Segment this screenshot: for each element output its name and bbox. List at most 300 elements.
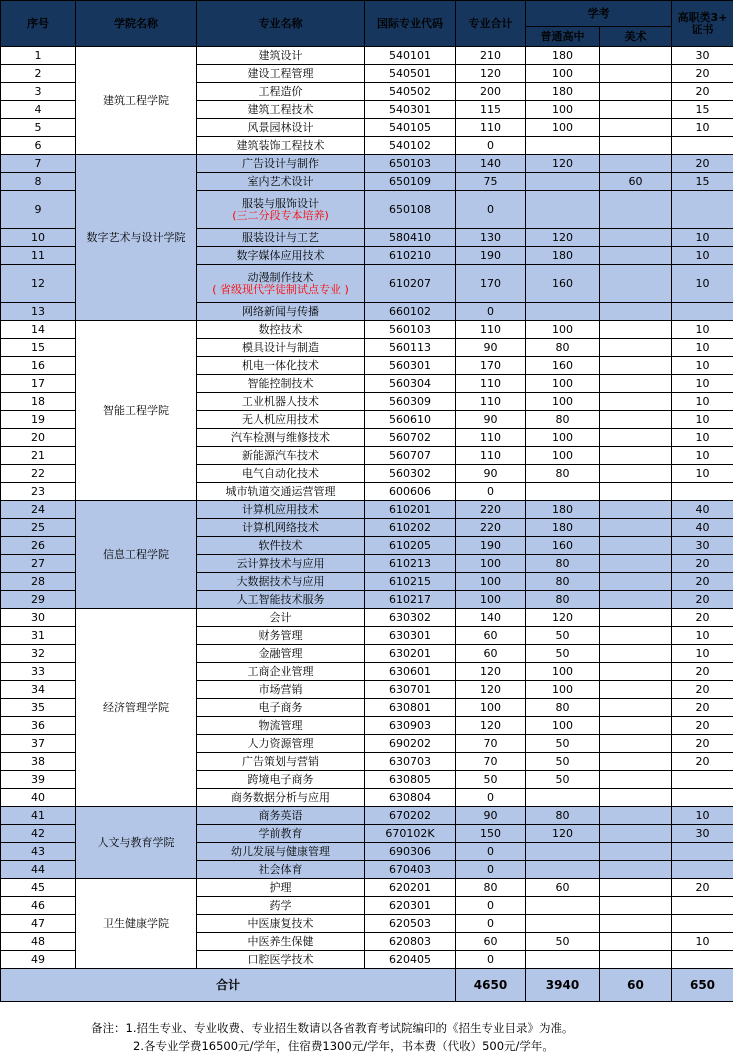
major-name: 数控技术 [258,322,303,336]
cell-general: 80 [526,573,600,591]
cell-code: 540301 [365,101,456,119]
cell-seq: 4 [1,101,76,119]
table-row [1,321,733,339]
cell-code: 610201 [365,501,456,519]
cell-major [197,933,365,951]
cell-art [600,65,672,83]
cell-general: 100 [526,429,600,447]
cell-general: 100 [526,65,600,83]
cell-seq: 43 [1,843,76,861]
cell-general: 80 [526,339,600,357]
cell-code: 540101 [365,47,456,65]
cell-seq: 5 [1,119,76,137]
cell-major [197,65,365,83]
cell-total: 0 [456,861,526,879]
cell-general: 100 [526,717,600,735]
cell-vocational [672,843,733,861]
cell-art [600,321,672,339]
major-name: 建设工程管理 [247,66,314,80]
cell-general [526,789,600,807]
major-name: 幼儿发展与健康管理 [231,844,330,858]
cell-total: 110 [456,447,526,465]
cell-vocational: 10 [672,465,733,483]
cell-major [197,265,365,303]
cell-total: 80 [456,879,526,897]
cell-code: 630201 [365,645,456,663]
major-name: 药学 [269,898,292,912]
cell-code: 610205 [365,537,456,555]
cell-major [197,951,365,969]
cell-major [197,321,365,339]
cell-major [197,789,365,807]
cell-major [197,303,365,321]
cell-art [600,717,672,735]
cell-general: 180 [526,519,600,537]
cell-total: 60 [456,933,526,951]
cell-general: 180 [526,501,600,519]
cell-code: 630302 [365,609,456,627]
major-name: 建筑工程技术 [247,102,314,116]
cell-seq: 12 [1,265,76,303]
cell-seq: 10 [1,229,76,247]
cell-code: 540502 [365,83,456,101]
cell-general: 50 [526,645,600,663]
cell-art [600,155,672,173]
major-name: 服装与服饰设计 [242,196,319,210]
major-name: 财务管理 [258,628,303,642]
cell-vocational: 10 [672,229,733,247]
cell-art [600,83,672,101]
cell-code: 610215 [365,573,456,591]
major-name: 云计算技术与应用 [236,556,325,570]
cell-major [197,229,365,247]
cell-code: 630701 [365,681,456,699]
cell-major [197,843,365,861]
cell-total: 110 [456,393,526,411]
cell-art [600,609,672,627]
cell-art [600,375,672,393]
cell-general: 120 [526,609,600,627]
cell-major [197,771,365,789]
major-name: 社会体育 [258,862,303,876]
cell-total: 190 [456,247,526,265]
cell-total: 190 [456,537,526,555]
cell-general: 180 [526,47,600,65]
cell-general [526,843,600,861]
cell-major [197,573,365,591]
major-name: 中医养生保健 [247,934,314,948]
major-name: 护理 [269,880,292,894]
cell-vocational: 10 [672,429,733,447]
cell-general: 50 [526,735,600,753]
cell-code: 650109 [365,173,456,191]
major-name: 中医康复技术 [247,916,314,930]
cell-code: 560707 [365,447,456,465]
major-name: 市场营销 [258,682,303,696]
cell-total: 0 [456,789,526,807]
cell-total: 120 [456,717,526,735]
cell-major [197,519,365,537]
cell-college: 数字艺术与设计学院 [76,155,197,321]
cell-art [600,951,672,969]
summary-art: 60 [600,969,672,1002]
cell-seq: 13 [1,303,76,321]
cell-art [600,681,672,699]
major-name: 工商企业管理 [247,664,314,678]
cell-art [600,447,672,465]
cell-code: 610217 [365,591,456,609]
cell-total: 110 [456,429,526,447]
table-row [1,609,733,627]
cell-art [600,573,672,591]
cell-vocational [672,191,733,229]
cell-code: 670403 [365,861,456,879]
major-name: 商务英语 [258,808,303,822]
cell-general: 160 [526,357,600,375]
cell-general [526,303,600,321]
cell-vocational: 10 [672,339,733,357]
major-name: 城市轨道交通运营管理 [225,484,336,498]
summary-vocational: 650 [672,969,733,1002]
summary-row [1,969,733,1002]
cell-vocational: 30 [672,47,733,65]
cell-general: 100 [526,447,600,465]
cell-code: 560113 [365,339,456,357]
cell-vocational: 10 [672,645,733,663]
cell-vocational: 10 [672,247,733,265]
cell-total: 0 [456,483,526,501]
cell-vocational: 30 [672,825,733,843]
cell-total: 120 [456,65,526,83]
cell-college: 人文与教育学院 [76,807,197,879]
cell-total: 0 [456,915,526,933]
cell-general: 100 [526,321,600,339]
cell-code: 560103 [365,321,456,339]
cell-art [600,393,672,411]
cell-general [526,137,600,155]
cell-general: 80 [526,411,600,429]
cell-code: 630601 [365,663,456,681]
cell-code: 560702 [365,429,456,447]
major-name: 学前教育 [258,826,303,840]
cell-total: 100 [456,591,526,609]
cell-vocational: 20 [672,663,733,681]
summary-total: 4650 [456,969,526,1002]
cell-vocational: 10 [672,447,733,465]
cell-vocational [672,771,733,789]
cell-art [600,915,672,933]
cell-vocational: 15 [672,173,733,191]
cell-total: 170 [456,265,526,303]
cell-art [600,645,672,663]
header-seq: 序号 [1,1,76,47]
cell-art [600,265,672,303]
cell-seq: 35 [1,699,76,717]
remark-line-2: 2.各专业学费16500元/学年，住宿费1300元/学年，书本费（代收）500元/学年。 [133,1039,554,1053]
cell-total: 210 [456,47,526,65]
cell-art [600,429,672,447]
major-name: 人工智能技术服务 [236,592,325,606]
cell-general [526,191,600,229]
cell-general: 100 [526,101,600,119]
cell-total: 220 [456,519,526,537]
cell-major [197,191,365,229]
cell-major [197,137,365,155]
cell-general: 100 [526,393,600,411]
header-vocational-line2: 证书 [691,22,714,36]
cell-major [197,807,365,825]
cell-total: 110 [456,119,526,137]
cell-general: 120 [526,155,600,173]
cell-total: 90 [456,339,526,357]
cell-total: 140 [456,609,526,627]
cell-seq: 19 [1,411,76,429]
cell-vocational: 40 [672,519,733,537]
cell-art [600,663,672,681]
cell-general: 80 [526,699,600,717]
cell-art [600,229,672,247]
cell-seq: 25 [1,519,76,537]
cell-code: 630301 [365,627,456,645]
cell-art [600,47,672,65]
cell-art [600,699,672,717]
header-xuekao: 学考 [526,1,672,27]
cell-total: 150 [456,825,526,843]
cell-major [197,119,365,137]
cell-art [600,501,672,519]
cell-general: 60 [526,879,600,897]
cell-major [197,173,365,191]
cell-total: 0 [456,843,526,861]
cell-code: 620503 [365,915,456,933]
cell-code: 630804 [365,789,456,807]
major-name: 电子商务 [258,700,303,714]
major-name: 金融管理 [258,646,303,660]
cell-seq: 28 [1,573,76,591]
cell-seq: 14 [1,321,76,339]
cell-general [526,861,600,879]
cell-total: 90 [456,807,526,825]
cell-general [526,173,600,191]
cell-art [600,789,672,807]
header-code: 国际专业代码 [365,1,456,47]
cell-vocational: 15 [672,101,733,119]
summary-label: 合计 [1,969,456,1002]
cell-code: 610210 [365,247,456,265]
cell-code: 630703 [365,753,456,771]
cell-general [526,951,600,969]
cell-code: 610213 [365,555,456,573]
cell-art [600,825,672,843]
cell-vocational: 20 [672,699,733,717]
cell-code: 560309 [365,393,456,411]
cell-general [526,483,600,501]
cell-seq: 34 [1,681,76,699]
cell-vocational: 10 [672,393,733,411]
cell-major [197,83,365,101]
cell-seq: 1 [1,47,76,65]
major-name: 室内艺术设计 [247,174,314,188]
cell-art [600,357,672,375]
cell-code: 670202 [365,807,456,825]
header-total: 专业合计 [456,1,526,47]
cell-seq: 18 [1,393,76,411]
cell-art: 60 [600,173,672,191]
major-name: 计算机应用技术 [242,502,319,516]
cell-seq: 21 [1,447,76,465]
cell-college: 智能工程学院 [76,321,197,501]
cell-seq: 32 [1,645,76,663]
cell-total: 140 [456,155,526,173]
cell-major [197,483,365,501]
cell-vocational: 20 [672,879,733,897]
cell-vocational: 10 [672,375,733,393]
cell-seq: 46 [1,897,76,915]
cell-general: 50 [526,933,600,951]
cell-major [197,861,365,879]
major-name: 建筑装饰工程技术 [236,138,325,152]
cell-art [600,137,672,155]
cell-art [600,119,672,137]
cell-seq: 41 [1,807,76,825]
cell-major [197,609,365,627]
major-name: 大数据技术与应用 [236,574,325,588]
major-name: 汽车检测与维修技术 [231,430,330,444]
cell-art [600,519,672,537]
major-name: 智能控制技术 [247,376,314,390]
cell-major [197,375,365,393]
table-body [1,47,733,1002]
cell-total: 60 [456,627,526,645]
table-row [1,501,733,519]
cell-art [600,933,672,951]
cell-art [600,771,672,789]
cell-seq: 26 [1,537,76,555]
major-name: 物流管理 [258,718,303,732]
cell-seq: 24 [1,501,76,519]
cell-major [197,465,365,483]
cell-art [600,843,672,861]
table-row [1,155,733,173]
cell-seq: 17 [1,375,76,393]
cell-major [197,357,365,375]
cell-vocational [672,303,733,321]
cell-vocational: 10 [672,807,733,825]
cell-seq: 2 [1,65,76,83]
cell-total: 130 [456,229,526,247]
cell-code: 690202 [365,735,456,753]
cell-seq: 31 [1,627,76,645]
cell-seq: 36 [1,717,76,735]
cell-major [197,897,365,915]
cell-general: 50 [526,627,600,645]
major-name: 人力资源管理 [247,736,314,750]
cell-college: 经济管理学院 [76,609,197,807]
cell-code: 650103 [365,155,456,173]
cell-major [197,879,365,897]
header-college: 学院名称 [76,1,197,47]
cell-total: 90 [456,465,526,483]
cell-seq: 16 [1,357,76,375]
cell-vocational: 20 [672,735,733,753]
cell-college: 卫生健康学院 [76,879,197,969]
cell-seq: 7 [1,155,76,173]
major-name: 广告设计与制作 [242,156,319,170]
cell-vocational: 20 [672,155,733,173]
remark-line-1: 备注：1.招生专业、专业收费、专业招生数请以各省教育考试院编印的《招生专业目录》为准。 [91,1021,574,1035]
cell-code: 690306 [365,843,456,861]
remarks [0,1009,733,1063]
cell-vocational: 10 [672,321,733,339]
cell-major [197,101,365,119]
cell-total: 70 [456,735,526,753]
header-general: 普通高中 [526,27,600,47]
major-note: (三二分段专本培养) [232,208,329,222]
cell-art [600,483,672,501]
cell-major [197,247,365,265]
cell-code: 670102K [365,825,456,843]
cell-vocational: 20 [672,609,733,627]
cell-art [600,861,672,879]
cell-major [197,645,365,663]
cell-code: 560610 [365,411,456,429]
cell-major [197,753,365,771]
cell-general: 80 [526,465,600,483]
cell-vocational: 20 [672,555,733,573]
major-name: 软件技术 [258,538,303,552]
major-name: 建筑设计 [258,48,303,62]
cell-code: 620803 [365,933,456,951]
cell-total: 100 [456,555,526,573]
major-name: 工业机器人技术 [242,394,319,408]
cell-general: 80 [526,591,600,609]
cell-major [197,393,365,411]
cell-code: 540102 [365,137,456,155]
cell-art [600,465,672,483]
cell-total: 0 [456,303,526,321]
summary-general: 3940 [526,969,600,1002]
cell-vocational: 10 [672,265,733,303]
cell-general: 100 [526,681,600,699]
cell-major [197,429,365,447]
cell-major [197,717,365,735]
header-major: 专业名称 [197,1,365,47]
cell-vocational: 20 [672,83,733,101]
cell-general: 120 [526,229,600,247]
header-vocational-line1: 高职类3+ [677,10,728,24]
cell-total: 0 [456,897,526,915]
cell-art [600,897,672,915]
table-row [1,879,733,897]
cell-major [197,47,365,65]
cell-vocational [672,915,733,933]
cell-seq: 45 [1,879,76,897]
cell-vocational: 20 [672,717,733,735]
cell-major [197,699,365,717]
major-name: 网络新闻与传播 [242,304,319,318]
cell-total: 100 [456,699,526,717]
cell-vocational: 10 [672,627,733,645]
major-name: 动漫制作技术 [247,270,314,284]
major-name: 机电一体化技术 [242,358,319,372]
cell-total: 60 [456,645,526,663]
cell-code: 630805 [365,771,456,789]
cell-seq: 38 [1,753,76,771]
cell-art [600,247,672,265]
cell-college: 建筑工程学院 [76,47,197,155]
cell-code: 580410 [365,229,456,247]
cell-seq: 48 [1,933,76,951]
